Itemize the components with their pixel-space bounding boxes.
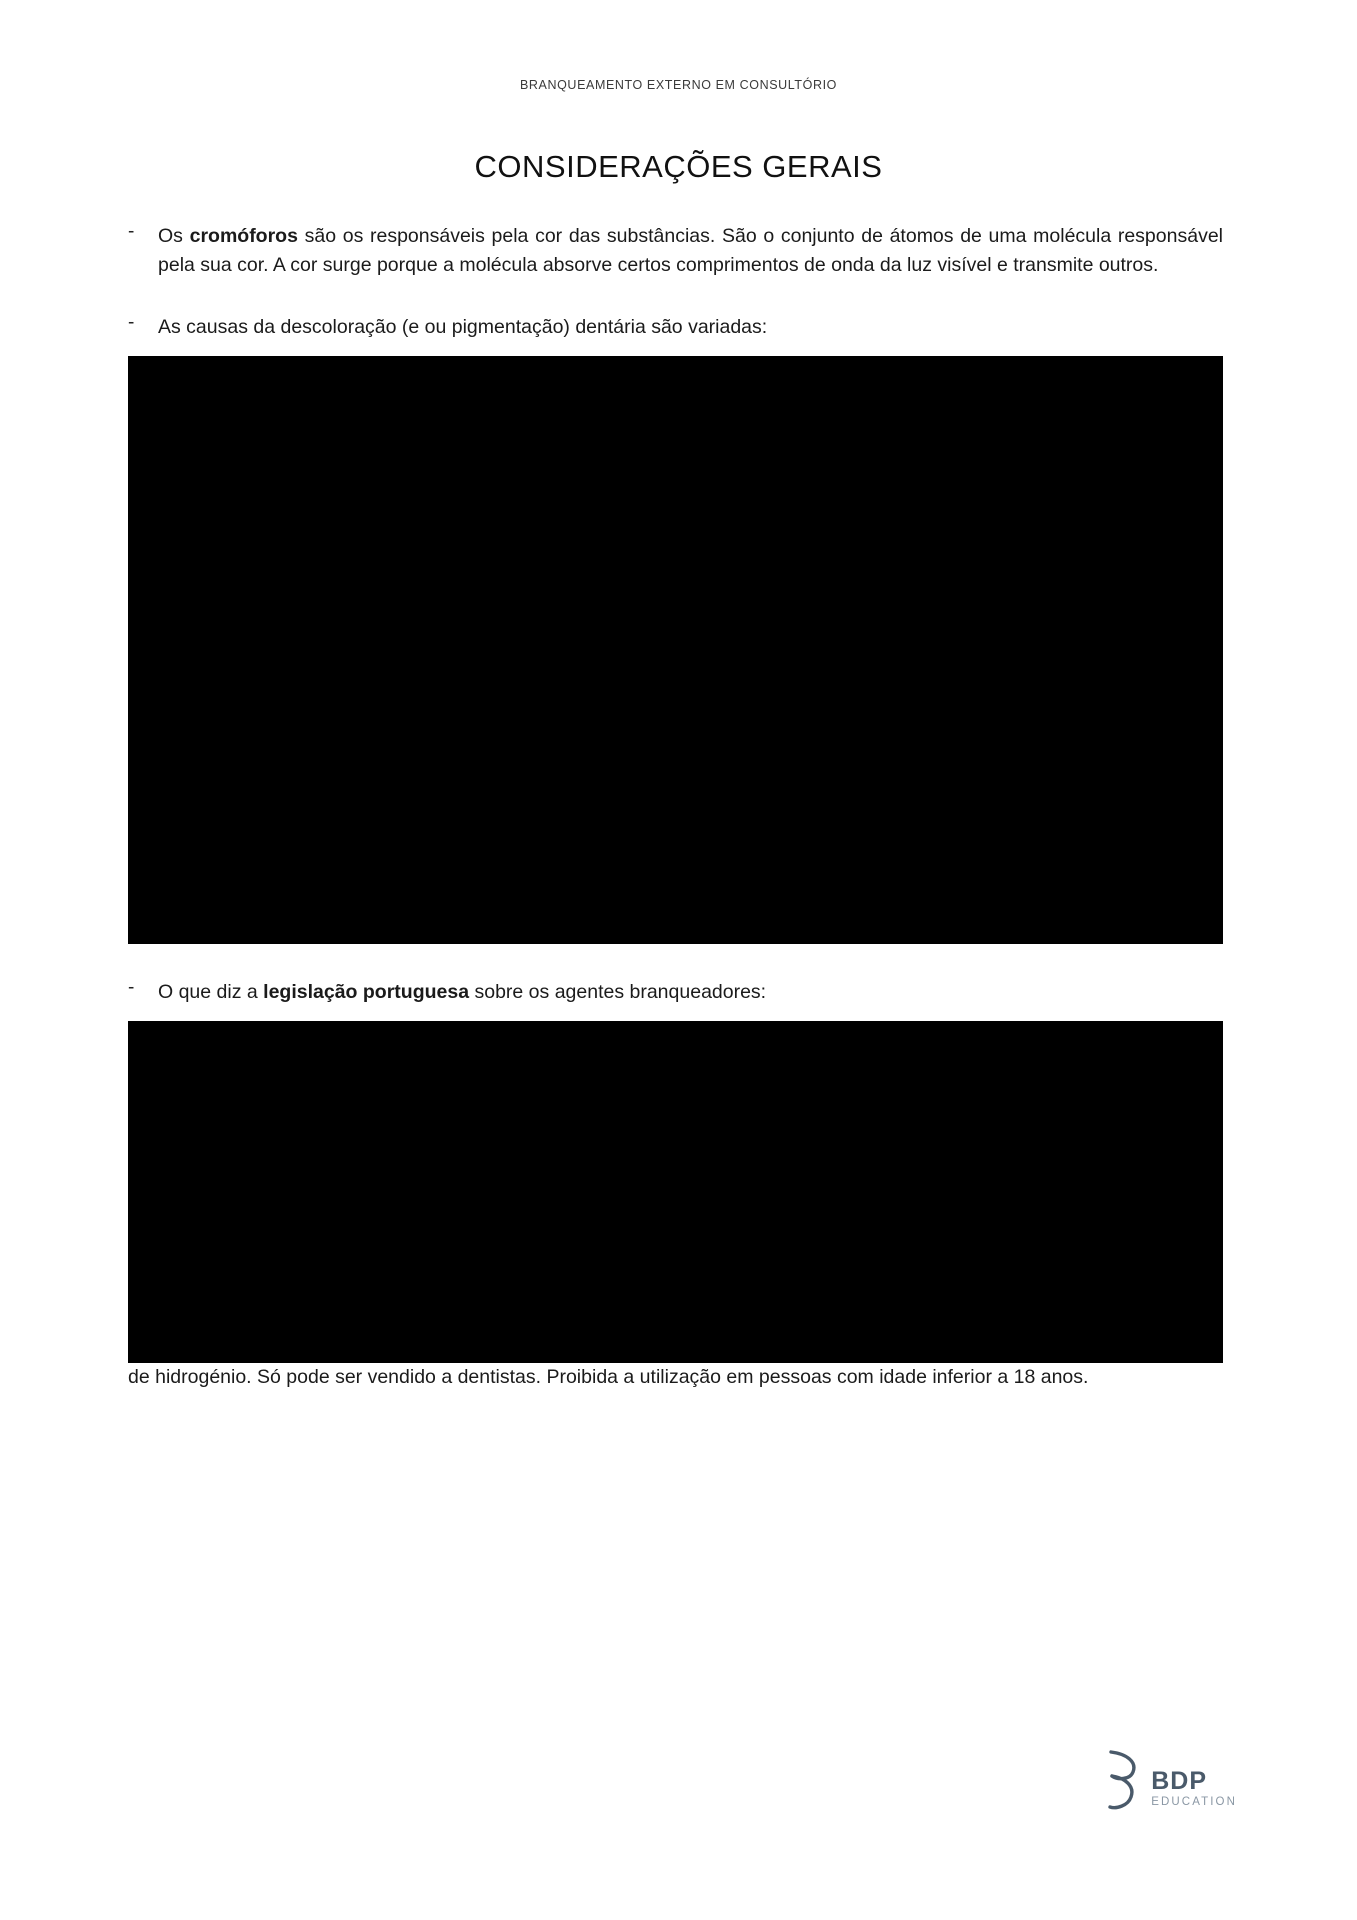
text-bold: cromóforos xyxy=(189,225,298,247)
bullet-dash-icon: - xyxy=(128,976,135,998)
bullet-item-legislation xyxy=(128,978,1223,1007)
document-content xyxy=(128,222,1223,1391)
text-suffix: são os responsáveis pela cor das substâncias. São o conjunto de átomos de uma molécula responsável pela sua cor. A cor surge porque a molécula absorve certos comprimentos de onda da luz visível e transmite outros. xyxy=(158,225,1223,276)
bullet-item-chromophores xyxy=(128,222,1223,279)
redacted-block-legislation xyxy=(128,1021,1223,1363)
page-title: CONSIDERAÇÕES GERAIS xyxy=(474,148,883,184)
logo-brand: BDP xyxy=(1151,1766,1208,1795)
bullet-dash-icon: - xyxy=(128,312,135,334)
running-head: BRANQUEAMENTO EXTERNO EM CONSULTÓRIO xyxy=(519,78,837,92)
paragraph-chromophores xyxy=(158,222,1223,279)
bullet-item-causes xyxy=(128,313,1223,342)
text-prefix: Os xyxy=(158,225,190,247)
bullet-dash-icon: - xyxy=(128,221,135,242)
redacted-block-causes xyxy=(128,356,1223,944)
text-prefix: As causas da descoloração (e ou pigmentação) dentária são variadas: xyxy=(158,316,768,339)
paragraph-legislation xyxy=(158,978,1223,1007)
logo-text xyxy=(1151,1766,1237,1813)
spacer xyxy=(128,279,1223,313)
text-suffix: sobre os agentes branqueadores: xyxy=(469,980,767,1003)
bdp-mark-icon xyxy=(1103,1750,1143,1812)
footer-logo xyxy=(1103,1750,1237,1812)
paragraph-tail: de hidrogénio. Só pode ser vendido a dentistas. Proibida a utilização em pessoas com idade inferior a 18 anos. xyxy=(128,1365,1089,1388)
text-prefix: O que diz a xyxy=(158,980,264,1003)
spacer xyxy=(128,944,1223,978)
paragraph-causes xyxy=(158,313,1223,342)
text-bold: legislação portuguesa xyxy=(263,980,470,1003)
spacer xyxy=(128,1007,1223,1021)
logo-tagline: EDUCATION xyxy=(1151,1795,1237,1808)
spacer xyxy=(128,342,1223,356)
